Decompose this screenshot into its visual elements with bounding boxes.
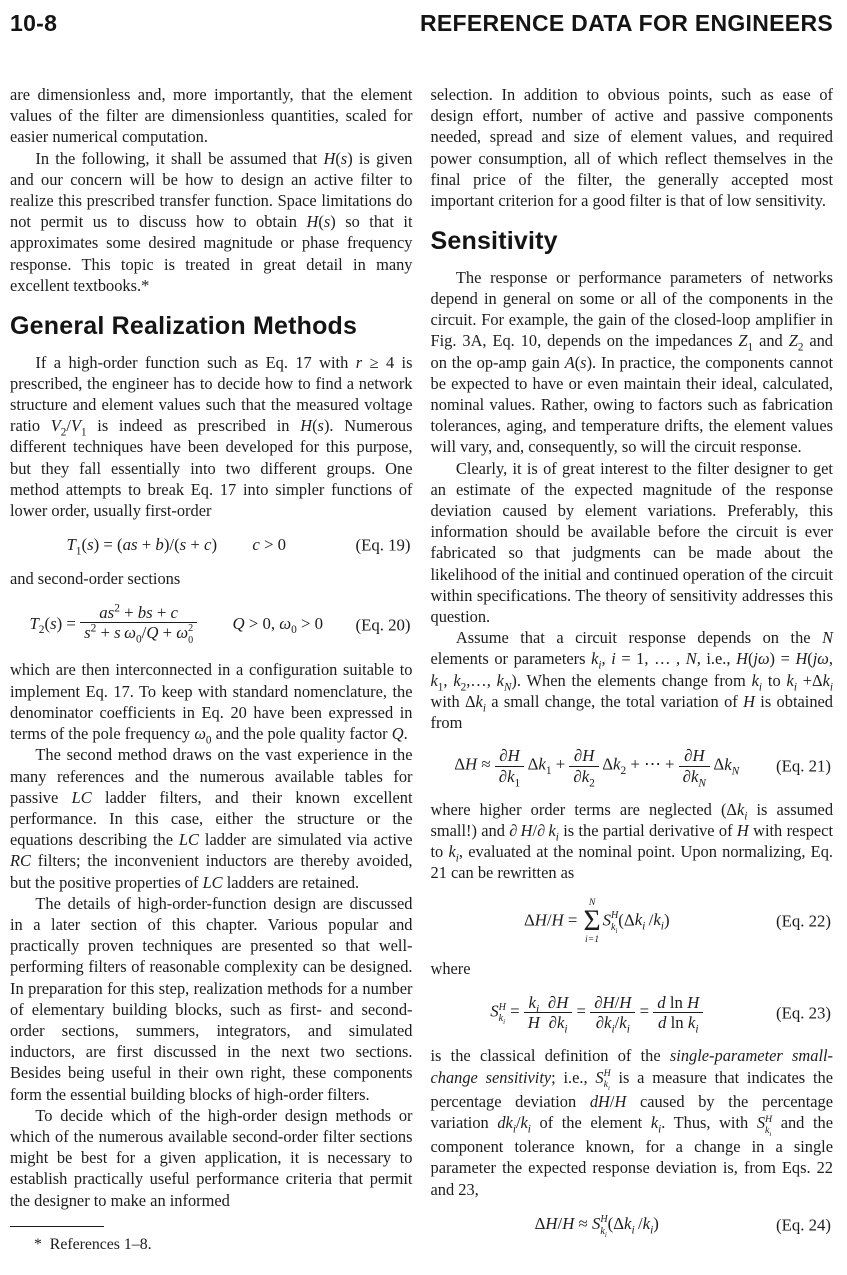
section-heading-sensitivity: Sensitivity: [430, 227, 558, 256]
two-column-body: [10, 84, 833, 1255]
paragraph-in-the-following: In the following, it shall be assumed that H(s) is given and our concern will be how to design an active filter to realize this prescribed transfer function. Space limitations do not permit us to discuss how to obtain H(s) so that it approximates some desired magnitude or phase frequency response. This topic is treated in great detail in many excellent textbooks.*: [10, 148, 413, 295]
paragraph-higher-order-terms: where higher order terms are neglected ($\Delta k_i$ is assumed small!) and ∂ H/∂ $k_i$ is the partial derivative of H with respect to $k_i$, evaluated at the nominal point. Upon normalizing, Eq. 21 can be rewritten as: [430, 799, 834, 883]
equation-23-label: (Eq. 23): [776, 1002, 831, 1022]
equation-23: [431, 992, 834, 1036]
paragraph-clearly: Clearly, it is of great interest to the filter designer to get an estimate of the expected magnitude of the response deviation caused by element variations. Preferably, this information should be available before the circuit is ever fabricated so that judgments can be made about the likelihood of the initial and continued operation of the circuit within specifications. The theory of sensitivity addresses this question.: [430, 458, 833, 626]
paragraph-second-method: The second method draws on the vast experience in the many references and the numerous available tables for passive LC ladder filters, and their known excellent performance. In this case, either the structure or the equations describing the LC ladder are simulated via active RC filters; the inconvenient inductors are thereby avoided, but the positive properties of LC ladders are retained.: [10, 745, 413, 892]
paragraph-selection: selection. In addition to obvious points, such as ease of design effort, number of active and passive components needed, spread and size of element values, and required power consumption, all of which reflect themselves in the final price of the filter, the generally accepted most important criterion for a good filter is that of low sensitivity.: [430, 85, 833, 211]
footnote-references: * References 1–8.: [34, 1235, 152, 1253]
equation-19-math: $T_1(s) = (as + b)/(s + c) c > 0$: [66, 535, 287, 558]
equation-21: [431, 746, 834, 789]
equation-24: [431, 1213, 834, 1238]
paragraph-where: where: [430, 959, 471, 979]
equation-20-math: $T_2(s)$ = $as^2$ + bs + c $s^2 + s$ $\omega_0/Q + \omega$ 2 0 Q > 0, $\omega_0 > 0$: [29, 601, 324, 646]
paragraph-details-high-order: The details of high-order-function design are discussed in a later section of this chapter. Various popular and practically proven techniques are presented so that well-performing filters of reasonable complexity can be designed. In preparation for this step, realization methods for a number of elementary building blocks, such as first- and second-order sections, summers, integrators, and simulated inductors, are first discussed in the next two sections. Besides being useful in their own right, these components form the essential building blocks of high-order filters.: [10, 893, 413, 1104]
left-column: [10, 84, 413, 1255]
paragraph-continuation: are dimensionless and, more importantly, that the element values of the filter are dimensionless quantities, scaled for easier numerical computation.: [10, 85, 413, 147]
paragraph-response-parameters: The response or performance parameters of networks depend in general on some or all of the components in the circuit. For example, the gain of the closed-loop amplifier in Fig. 3A, Eq. 10, depends on the impedances $Z_1$ and $Z_2$ and on the op-amp gain A(s). In practice, the components cannot be expected to have or even maintain their ideal, calculated, nominal values. Rather, owing to factors such as fabrication tolerances, aging, and temperature drifts, the element values will vary, and, consequently, so will the circuit response.: [430, 267, 833, 457]
page-number: 10-8: [10, 10, 58, 36]
paragraph-high-order-function: If a high-order function such as Eq. 17 with r ≥ 4 is prescribed, the engineer has to decide how to find a network structure and element values such that the measured voltage ratio $V_2/V_1$ is indeed as prescribed in H(s). Numerous different techniques have been developed for this purpose, but they fall essentially into two different groups. One method attempts to break Eq. 17 into simpler functions of lower order, usually first-order: [10, 352, 413, 520]
equation-24-math: ΔH/H ≈ S H $k_i$ ($\Delta k_i$ $/k_i$): [534, 1213, 659, 1239]
equation-21-math: ΔH ≈ $\frac{\partial H}{\partial k_1}$ $\Delta k_1$ + $\frac{\partial H}{\partial k_2}$ $\Delta k_2$ + ⋯ + $\frac{\partial H}{\partial k_N}$ $\Delta k_N$: [454, 746, 740, 789]
equation-24-label: (Eq. 24): [776, 1215, 831, 1235]
equation-19: [10, 534, 413, 558]
footnote-rule: [10, 1226, 104, 1227]
equation-22: [431, 897, 834, 946]
paragraph-to-decide: To decide which of the high-order design methods or which of the numerous available second-order filter sections might be best for a given application, it is necessary to establish practically useful performance criteria that permit the designer to make an informed: [10, 1105, 413, 1210]
equation-23-math: S H $k_i$ = $\frac{k_i}{H}$ $\frac{\partial H}{\partial k_i}$ = $\frac{\partial H/H}{\partial k_i/k_i}$ = $\frac{\text{d ln H}}{d \ln k_i}$: [490, 993, 773, 1033]
equation-21-label: (Eq. 21): [776, 756, 831, 776]
paragraph-interconnected: which are then interconnected in a configuration suitable to implement Eq. 17. To keep with standard nomenclature, the denominator coefficients in Eq. 20 have been expressed in terms of the pole frequency $\omega_0$ and the pole quality factor Q.: [10, 660, 413, 747]
page-header: [10, 10, 833, 37]
paragraph-second-order-sections: and second-order sections: [10, 569, 181, 589]
paragraph-assume-circuit: Assume that a circuit response depends on the N elements or parameters $k_i$, i = 1, … , N, i.e., H(jω) = H(jω, $k_1$, $k_2,\dots$, $k_N$). When the elements change from $k_i$ to $k_i +\Delta k_i$ with $\Delta k_i$ a small change, the total variation of H is obtained from: [430, 628, 833, 732]
right-column: [431, 84, 834, 1255]
section-heading-general-realization-methods: General Realization Methods: [10, 312, 358, 341]
running-title: REFERENCE DATA FOR ENGINEERS: [419, 10, 833, 36]
equation-19-label: (Eq. 19): [355, 535, 411, 555]
equation-20-label: (Eq. 20): [355, 614, 411, 634]
equation-22-math: ΔH/H = N Σ i=1 S H $k_i$ ($\Delta k_i$ $/k_i$): [523, 896, 670, 946]
paragraph-classical-definition: is the classical definition of the single-parameter small-change sensitivity; i.e., S H $k_i$ is a measure that indicates the percentage deviation dH/H caused by the percentage variation $dk_i/k_i$ of the element $k_i$. Thus, with S H $k_i$ and the component tolerance known, for a change in a single parameter the expected response deviation is, from Eqs. 22 and 23,: [430, 1046, 834, 1199]
equation-20: [10, 603, 413, 647]
equation-22-label: (Eq. 22): [776, 911, 831, 931]
